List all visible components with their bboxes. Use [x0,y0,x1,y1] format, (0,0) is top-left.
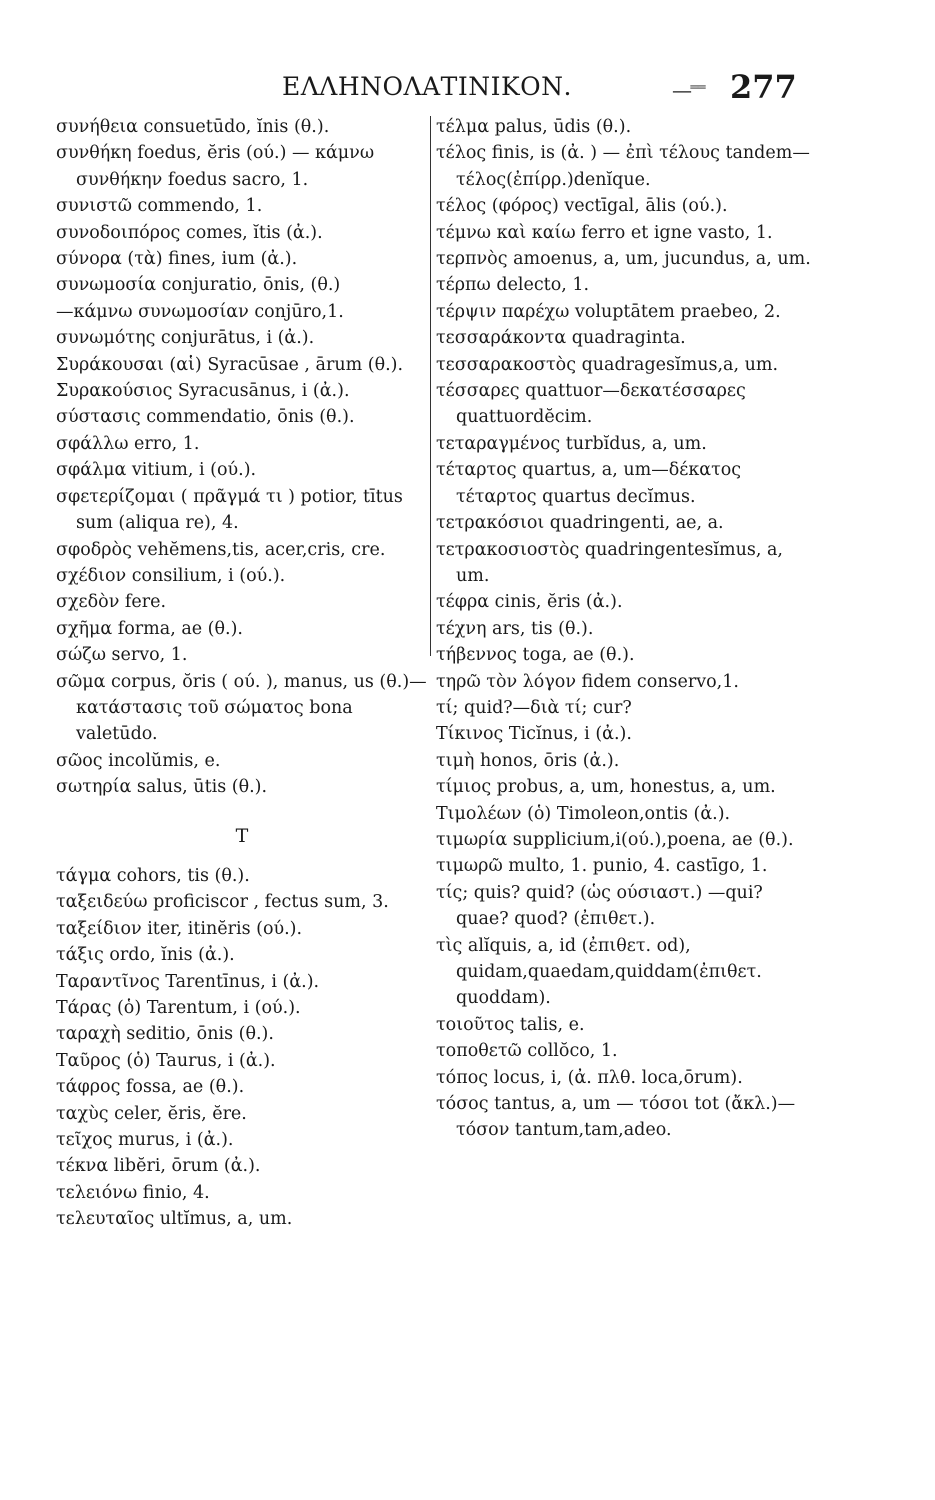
dictionary-entry: σύνορα (τὰ) fines, ium (ἀ.). [56,249,298,270]
dictionary-entry: τεσσαράκοντα quadraginta. [436,328,686,349]
column-divider [430,116,431,656]
dictionary-entry: τήβεννος toga, ae (θ.). [436,645,635,666]
dictionary-entry: σχῆμα forma, ae (θ.). [56,618,243,639]
right-column [436,114,820,1144]
dictionary-entry: τελευταῖος ultĭmus, a, um. [56,1209,293,1230]
dictionary-entry: τερπνὸς amoenus, a, um, jucundus, a, um. [436,249,811,270]
dictionary-entry: τέλος finis, is (ἀ. ) — ἐπὶ τέλους tandem—τέλος(ἐπίρρ.)denĭque. [436,143,810,190]
dictionary-entry: ταξείδιον iter, itinĕris (ού.). [56,918,303,939]
dictionary-entry: σώζω servo, 1. [56,645,188,666]
dictionary-entry: συνθήκη foedus, ĕris (ού.) — κάμνω συνθήκην foedus sacro, 1. [56,143,380,190]
dictionary-entry: τέφρα cinis, ĕris (ἀ.). [436,592,623,613]
dictionary-entry: τέρψιν παρέχω voluptātem praebeo, 2. [436,301,781,322]
section-letter-t: T [235,824,249,847]
dictionary-entry: τεταραγμένος turbĭdus, a, um. [436,433,707,454]
left-entries [56,114,428,801]
dictionary-entry: τίς; quis? quid? (ὡς ούσιαστ.) —qui? quae? quod? (ἐπιθετ.). [436,882,769,930]
dictionary-entry: τοποθετῶ collŏco, 1. [436,1041,618,1062]
dictionary-entry: τελειόνω finio, 4. [56,1182,210,1203]
dictionary-entry: τετρακόσιοι quadringenti, ae, a. [436,513,724,534]
dictionary-entry: τέρπω delecto, 1. [436,275,590,296]
dictionary-entry: τί; quid?—διὰ τί; cur? [436,697,632,718]
dictionary-entry: τεῖχος murus, i (ἀ.). [56,1130,234,1151]
dictionary-entry: συνωμότης conjurātus, i (ἀ.). [56,328,315,349]
dictionary-entry: σωτηρία salus, ūtis (θ.). [56,777,268,798]
dictionary-entry: —κάμνω συνωμοσίαν conjūro,1. [56,301,344,322]
dictionary-entry: τιμωρία supplicium,i(ού.),poena, ae (θ.). [436,829,794,850]
dictionary-entry: σφοδρὸς vehĕmens,tis, acer,cris, cre. [56,539,386,560]
dictionary-entry: τιμὴ honos, ōris (ἀ.). [436,750,620,771]
dictionary-entry: τηρῶ τὸν λόγον fidem conservo,1. [436,671,739,692]
dictionary-entry: τέκνα libĕri, ōrum (ἀ.). [56,1156,261,1177]
dictionary-entry: σχέδιον consilium, i (ού.). [56,565,286,586]
dictionary-entry: τέλμα palus, ūdis (θ.). [436,117,632,137]
dictionary-entry: Τάρας (ὁ) Tarentum, i (ού.). [56,998,301,1018]
dictionary-entry: ταραχὴ seditio, ōnis (θ.). [56,1024,274,1045]
dictionary-entry: τὶς alĭquis, a, id (ἐπιθετ. od), quidam,quaedam,quiddam(ἐπιθετ. quoddam). [436,935,768,1009]
dictionary-entry: ταχὺς celer, ĕris, ĕre. [56,1103,247,1124]
dictionary-entry: τάγμα cohors, tis (θ.). [56,865,250,886]
dictionary-entry: Τιμολέων (ὁ) Timoleon,ontis (ἀ.). [436,803,731,824]
dictionary-entry: τέμνω καὶ καίω ferro et igne vasto, 1. [436,222,773,243]
dictionary-entry: σῶος incolŭmis, e. [56,750,221,771]
left-entries-t [56,863,428,1233]
dictionary-entry: συνιστῶ commendo, 1. [56,196,263,217]
header-ornament: —⁼⁼ [672,78,705,102]
dictionary-entry: ταξειδεύω proficiscor , fectus sum, 3. [56,892,389,913]
page-header [0,68,935,112]
dictionary-entry: τεσσαρακοστὸς quadragesĭmus,a, um. [436,354,779,375]
left-column [56,114,428,1233]
right-entries [436,114,820,1144]
dictionary-entry: τόσος tantus, a, um — τόσοι tot (ἄκλ.)—τόσον tantum,tam,adeo. [436,1094,796,1141]
dictionary-entry: τοιοῦτος talis, e. [436,1014,585,1035]
dictionary-entry: σχεδὸν fere. [56,592,167,613]
dictionary-entry: σῶμα corpus, ŏris ( ού. ), manus, us (θ.)—κατάστασις τοῦ σώματος bona valetūdo. [56,671,427,745]
dictionary-entry: συνωμοσία conjuratio, ōnis, (θ.) [56,275,341,296]
dictionary-entry: σφετερίζομαι ( πρᾶγμά τι ) potior, tītus sum (aliqua re), 4. [56,486,409,534]
dictionary-entry: τετρακοσιοστὸς quadringentesĭmus, a, um. [436,539,789,586]
dictionary-entry: τόπος locus, i, (ἀ. πλθ. loca,ōrum). [436,1067,743,1088]
dictionary-entry: Τίκινος Ticĭnus, i (ἀ.). [436,724,632,745]
dictionary-entry: συνήθεια consuetūdo, ĭnis (θ.). [56,117,330,137]
dictionary-entry: Συράκουσαι (αἱ) Syracūsae , ārum (θ.). [56,354,404,375]
dictionary-entry: τιμωρῶ multo, 1. punio, 4. castīgo, 1. [436,856,768,877]
dictionary-entry: τίμιος probus, a, um, honestus, a, um. [436,777,776,798]
page-number: 277 [730,68,797,106]
running-title: ΕΛΛΗΝΟΛΑΤΙΝΙΚΟΝ. [282,72,572,101]
dictionary-entry: τάφρος fossa, ae (θ.). [56,1077,245,1098]
dictionary-entry: σφάλμα vitium, i (ού.). [56,460,257,481]
dictionary-entry: σφάλλω erro, 1. [56,433,200,454]
dictionary-entry: Συρακούσιος Syracusānus, i (ἀ.). [56,381,350,402]
dictionary-entry: σύστασις commendatio, ōnis (θ.). [56,407,355,428]
dictionary-entry: τέσσαρες quattuor—δεκατέσσαρες quattuordĕcim. [436,381,752,428]
dictionary-entry: τέταρτος quartus, a, um—δέκατος τέταρτος quartus decĭmus. [436,460,747,507]
dictionary-entry: Ταῦρος (ὁ) Taurus, i (ἀ.). [56,1050,276,1071]
dictionary-entry: τέχνη ars, tis (θ.). [436,618,594,639]
dictionary-entry: συνοδοιπόρος comes, ĭtis (ἀ.). [56,222,323,243]
dictionary-entry: τέλος (φόρος) vectīgal, ālis (ού.). [436,196,728,217]
dictionary-entry: Ταραντῖνος Tarentīnus, i (ἀ.). [56,971,320,992]
dictionary-entry: τάξις ordo, ĭnis (ἀ.). [56,945,235,966]
